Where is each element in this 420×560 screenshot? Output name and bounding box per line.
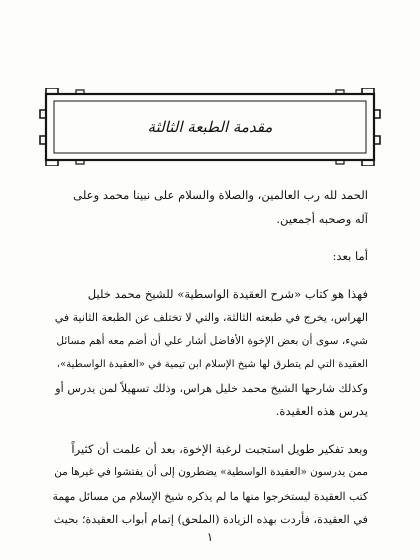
text-line: آله وصحبه أجمعين. bbox=[276, 211, 368, 226]
heading-frame bbox=[36, 88, 384, 166]
paragraph bbox=[52, 283, 368, 424]
body-text bbox=[52, 184, 368, 546]
paragraph bbox=[52, 245, 368, 269]
paragraph bbox=[52, 438, 368, 532]
text-line: أما بعد: bbox=[332, 249, 368, 263]
text-line: كتب العقيدة ليستخرجوا منها ما لم يذكره شيخ الإسلام من مسائل مهمة bbox=[52, 489, 368, 503]
text-line: في العقيدة، فأردت بهذه الزيادة (الملحق) إتمام أبواب العقيدة؛ بحيث bbox=[53, 513, 368, 526]
heading-title: مقدمة الطبعة الثالثة bbox=[147, 118, 273, 136]
text-line: ممن يدرسون «العقيدة الواسطية» يضطرون إلى أن يفتشوا في غيرها من bbox=[54, 466, 368, 478]
text-line: وبعد تفكير طويل استجبت لرغبة الإخوة، بعد أن علمت أن كثيراً bbox=[71, 441, 368, 456]
text-line: الهراس، يخرج في طبعته الثالثة، والتي لا تختلف عن الطبعة الثانية في bbox=[54, 311, 368, 324]
text-line: العقيدة التي لم يتطرق لها شيخ الإسلام ابن تيمية في «العقيدة الواسطية»، bbox=[56, 359, 368, 370]
text-line: فهذا هو كتاب «شرح العقيدة الواسطية» للشيخ محمد خليل bbox=[87, 286, 368, 301]
page-number: ١ bbox=[206, 530, 214, 544]
text-line: الحمد لله رب العالمين، والصلاة والسلام على نبينا محمد وعلى bbox=[73, 188, 368, 202]
text-line: شيء، سوى أن بعض الإخوة الأفاضل أشار علي أن أضم معه أهم مسائل bbox=[56, 334, 368, 347]
paragraph bbox=[52, 184, 368, 231]
text-line: وكذلك شارحها الشيخ محمد خليل هراس، وذلك تسهيلاً لمن يدرس أو bbox=[55, 381, 368, 395]
text-line: يدرس هذه العقيدة. bbox=[275, 404, 368, 418]
